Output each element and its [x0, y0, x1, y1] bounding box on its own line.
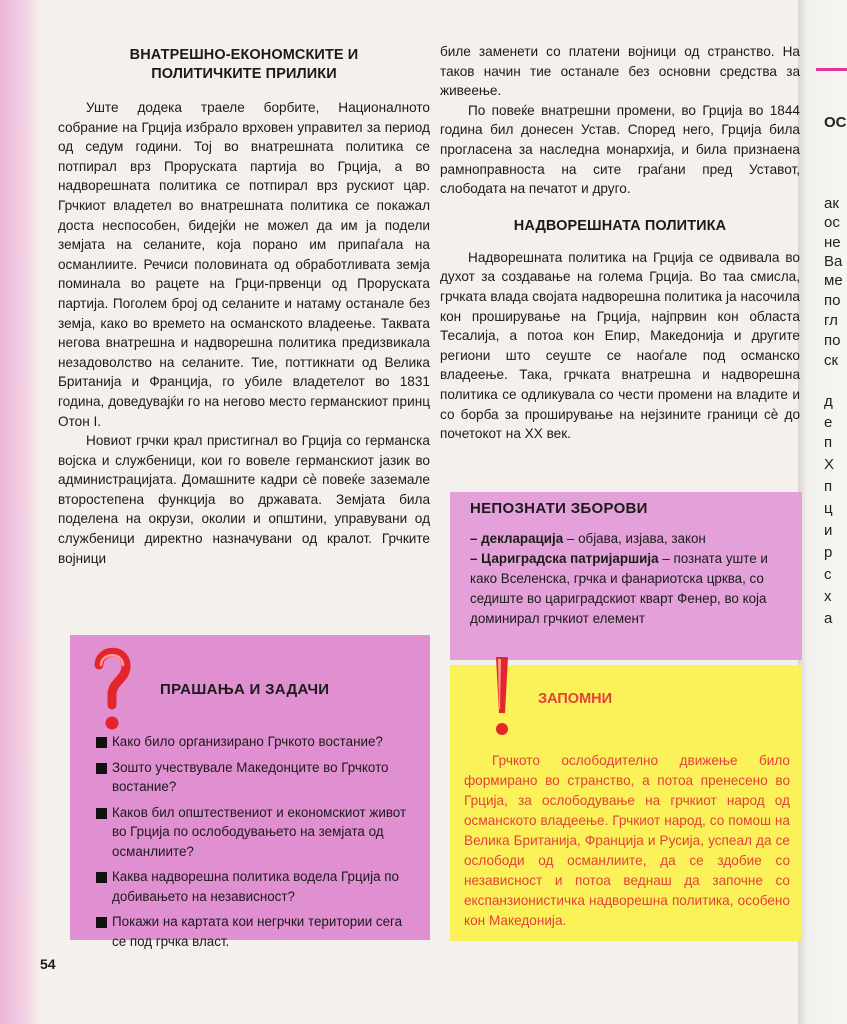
next-page-fragment: ск	[824, 352, 839, 369]
body-paragraph: По повеќе внатрешни промени, во Грција во 1844 година бил донесен Устав. Според него, Грција била прогласена за наследна монархија, и била признаена рамноправноста на сите граѓани пред Уставот, слободата на печатот и друго.	[440, 102, 800, 197]
next-page-fragment: ос	[824, 214, 840, 231]
next-page-fragment: по	[824, 332, 841, 349]
next-page-fragment: не	[824, 234, 841, 251]
list-item: Каква надворешна политика водела Грција по добивањето на независност?	[96, 867, 412, 906]
subsection-heading: НАДВОРЕШНАТА ПОЛИТИКА	[513, 217, 727, 234]
list-item: Како било организирано Грчкото востание?	[96, 732, 412, 752]
glossary-term: – декларација	[470, 531, 564, 546]
square-bullet-icon	[96, 872, 107, 883]
question-mark-icon	[92, 643, 132, 735]
next-page-fragment: гл	[824, 312, 838, 329]
square-bullet-icon	[96, 917, 107, 928]
next-page-edge	[798, 0, 847, 1024]
next-page-fragment: п	[824, 434, 833, 451]
glossary-entry	[470, 549, 788, 629]
left-column	[58, 46, 430, 568]
body-paragraph: биле заменети со платени војници од странство. На таков начин тие останале без основни средства за живеење.	[440, 44, 800, 99]
body-paragraph: Уште додека траеле борбите, Националното собрание на Грција избрало врховен управител за период од седум години. Тој во внатрешната политика се потпирал врз Проруската партија во Грција, а во надворешната политика се потпирал врз рускиот цар. Грчкиот владетел во внатрешната политика се покажал доста неспособен, бидејќи не можел да им ја подели земјата на селаните, која порано им припаѓала на османлиите. Речиси половината од обработливата земја поминала во рацете на Грци-првенци од Проруската партија. Поголем број од селаните и натаму останале без земја, како во времето на османското владеење. Таквата негова внатрешна и надворешна политика предизвикала незадоволство на селаните. Тие, поттикнати од Велика Британија и Франција, го убиле владетелот во 1831 година, доведувајќи го на негово место германскиот принц Отон I.	[58, 100, 430, 429]
glossary-definition: – објава, изјава, закон	[563, 531, 706, 546]
next-page-fragment: с	[824, 566, 832, 583]
next-page-fragment: р	[824, 544, 833, 561]
next-page-fragment: х	[824, 588, 832, 605]
glossary-term: – Цариградска патријаршија	[470, 551, 659, 566]
next-page-fragment: Ва	[824, 253, 843, 270]
questions-list	[96, 732, 412, 951]
body-paragraph: Новиот грчки крал пристигнал во Грција со германска војска и службеници, кои го вовеле германскиот јазик во администрацијата. Домашните кадри сѐ повеќе заземале второстепена функција во државата. Земјата била поделена на окрузи, околии и општини, управувани од службеници директно назначувани од кралот. Грчките војници	[58, 433, 430, 566]
glossary-definition: – позната уште и како Вселенска, грчка и фанариотска црква, со седиште во цариградскиот кварт Фенер, во која доминирал грчкиот елемент	[470, 551, 768, 626]
section-heading-line1: ВНАТРЕШНО-ЕКОНОМСКИТЕ И	[129, 47, 359, 63]
page-edge-strip	[0, 0, 40, 1024]
questions-box	[70, 635, 430, 949]
next-page-fragment: Х	[824, 456, 835, 473]
next-page-fragment: и	[824, 522, 833, 539]
page-number: 54	[40, 956, 56, 972]
square-bullet-icon	[96, 737, 107, 748]
questions-title: ПРАШАЊА И ЗАДАЧИ	[160, 681, 330, 698]
section-heading-line2: ПОЛИТИЧКИТЕ ПРИЛИКИ	[151, 66, 337, 82]
list-item: Зошто учествувале Македонците во Грчкото востание?	[96, 758, 412, 797]
glossary-title: НЕПОЗНАТИ ЗБОРОВИ	[470, 500, 648, 517]
remember-text: Грчкото ослободително движење било формирано во странство, а потоа пренесено во Грција, за ослободување на грчкиот народ од османското владеење. Грчкиот народ, со помош на Велика Британија, Франција и Русија, успеал да се ослободи од османлиите, да се здобие со независност и потоа веднаш да започне со експанзионистичка надворешна политика, особено кон Македонија.	[464, 753, 790, 928]
section-heading	[58, 46, 430, 84]
body-paragraph: Надворешната политика на Грција се одвивала во духот за создавање на голема Грција. Во таа смисла, грчката влада својата надворешна политика ја насочила кон проширување на Грција, најпрвин кон областа Тесалија, а потоа кон Епир, Македонија и другите региони што сеуште се наоѓале под османско владеење. Така, грчката внатрешна и надворешна политика се одликувала со чести промени на владите и со борба за проширување на нејзините граници сѐ до почетокот на XX век.	[440, 249, 800, 442]
glossary-entry	[470, 529, 788, 549]
next-page-fragment: а	[824, 610, 833, 627]
square-bullet-icon	[96, 763, 107, 774]
exclamation-mark-icon	[492, 653, 512, 741]
next-page-rule	[816, 68, 847, 71]
next-page-fragment: ак	[824, 195, 839, 212]
next-page-fragment: п	[824, 478, 833, 495]
remember-box	[450, 665, 802, 941]
next-page-fragment: ОС	[824, 114, 847, 131]
next-page-fragment: е	[824, 414, 833, 431]
remember-title: ЗАПОМНИ	[538, 691, 613, 707]
list-item: Покажи на картата кои негрчки територии сега се под грчка власт.	[96, 912, 412, 951]
list-item: Каков бил општествениот и економскиот живот во Грција по ослободувањето на земјата од османлиите?	[96, 803, 412, 862]
square-bullet-icon	[96, 808, 107, 819]
glossary-box	[450, 492, 802, 660]
next-page-fragment: ме	[824, 272, 843, 289]
next-page-fragment: ц	[824, 500, 833, 517]
next-page-fragment: по	[824, 292, 841, 309]
next-page-fragment: д	[824, 393, 833, 410]
right-column	[440, 42, 800, 444]
